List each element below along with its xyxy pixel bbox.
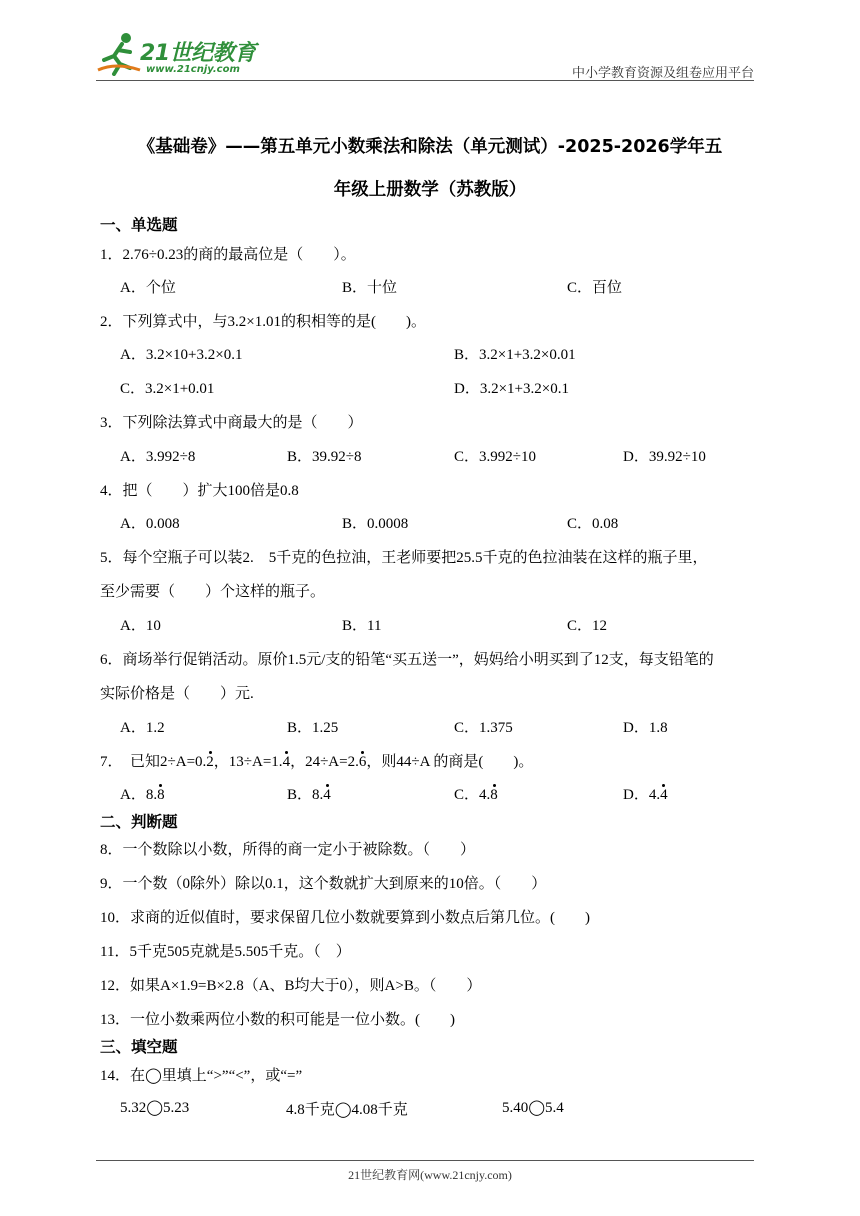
runner-icon (96, 30, 142, 76)
q4-option-c: C．0.08 (567, 516, 619, 532)
section-heading-single-choice: 一、单选题 (100, 216, 178, 234)
q6-option-d: D．1.8 (623, 720, 668, 736)
header-platform-text: 中小学教育资源及组卷应用平台 (571, 65, 754, 80)
q1-option-b: B．十位 (342, 280, 398, 296)
q7-option-a: A．8.8 (120, 787, 165, 803)
q2-option-a: A．3.2×10+3.2×0.1 (120, 347, 243, 363)
site-logo (96, 30, 266, 80)
q6-option-a: A．1.2 (120, 720, 165, 736)
question-9: 9．一个数（0除外）除以0.1，这个数就扩大到原来的10倍。（ ） (100, 876, 547, 892)
question-3: 3．下列除法算式中商最大的是（ ） (100, 415, 363, 431)
question-6-line2: 实际价格是（ ）元. (100, 686, 254, 702)
question-4: 4．把（ ）扩大100倍是0.8 (100, 483, 299, 499)
q7-repeating-digit-2: 4 (282, 754, 291, 770)
q5-option-a: A．10 (120, 618, 161, 634)
question-8: 8．一个数除以小数，所得的商一定小于被除数。（ ） (100, 842, 476, 858)
page-title-line2: 年级上册数学（苏教版） (333, 180, 527, 200)
footer-divider (96, 1160, 754, 1161)
footer-text: 21世纪教育网(www.21cnjy.com) (348, 1168, 512, 1182)
q5-option-c: C．12 (567, 618, 608, 634)
q2-option-b: B．3.2×1+3.2×0.01 (454, 347, 576, 363)
question-5-line2: 至少需要（ ）个这样的瓶子。 (100, 584, 326, 600)
q1-option-c: C．百位 (567, 280, 623, 296)
logo-text: 21世纪教育 (140, 41, 256, 66)
q14-item-1: 5.32◯5.23 (120, 1100, 190, 1116)
q7-option-b: B．8.4 (287, 787, 331, 803)
q2-option-d: D．3.2×1+3.2×0.1 (454, 381, 569, 397)
q4-option-a: A．0.008 (120, 516, 180, 532)
q5-option-b: B．11 (342, 618, 382, 634)
q7-suffix: ，则44÷A 的商是( )。 (366, 754, 534, 770)
question-1: 1．2.76÷0.23的商的最高位是（ ）。 (100, 247, 356, 263)
q3-option-c: C．3.992÷10 (454, 449, 536, 465)
page-title-line1: 《基础卷》——第五单元小数乘法和除法（单元测试）-2025-2026学年五 (137, 137, 723, 157)
section-heading-true-false: 二、判断题 (100, 813, 178, 831)
q7-repeating-digit-1: 2 (206, 754, 214, 770)
q6-option-c: C．1.375 (454, 720, 513, 736)
q6-option-b: B．1.25 (287, 720, 339, 736)
q7-prefix: 7． 已知2÷A=0. (100, 754, 207, 770)
q4-option-b: B．0.0008 (342, 516, 409, 532)
q1-option-a: A．个位 (120, 280, 176, 296)
q7-option-c: C．4.8 (454, 787, 498, 803)
q7-mid2: ，24÷A=2. (290, 754, 359, 770)
question-12: 12．如果A×1.9=B×2.8（A、B均大于0），则A>B。（ ） (100, 978, 482, 994)
q7-option-d: D．4.4 (623, 787, 668, 803)
question-11: 11．5千克505克就是5.505千克。（ ） (100, 944, 351, 960)
q3-option-a: A．3.992÷8 (120, 449, 196, 465)
logo-url: www.21cnjy.com (146, 64, 240, 75)
q3-option-d: D．39.92÷10 (623, 449, 706, 465)
question-14: 14．在◯里填上“>”“<”，或“=” (100, 1068, 303, 1084)
question-2: 2．下列算式中，与3.2×1.01的积相等的是( )。 (100, 314, 426, 330)
q14-item-3: 5.40◯5.4 (502, 1100, 564, 1116)
question-7 (100, 750, 533, 771)
section-heading-fill-blank: 三、填空题 (100, 1038, 178, 1056)
q7-mid1: ，13÷A=1. (213, 754, 283, 770)
question-5-line1: 5．每个空瓶子可以装2. 5千克的色拉油，王老师要把25.5千克的色拉油装在这样的瓶子里， (100, 550, 708, 566)
question-10: 10．求商的近似值时，要求保留几位小数就要算到小数点后第几位。( ) (100, 910, 590, 926)
question-6-line1: 6．商场举行促销活动。原价1.5元/支的铅笔“买五送一”，妈妈给小明买到了12支，每支铅笔的 (100, 652, 714, 668)
q3-option-b: B．39.92÷8 (287, 449, 362, 465)
question-13: 13．一位小数乘两位小数的积可能是一位小数。( ) (100, 1012, 455, 1028)
q14-item-2: 4.8千克◯4.08千克 (286, 1102, 408, 1118)
q7-repeating-digit-3: 6 (358, 754, 367, 770)
header-divider (96, 80, 754, 81)
q2-option-c: C．3.2×1+0.01 (120, 381, 215, 397)
